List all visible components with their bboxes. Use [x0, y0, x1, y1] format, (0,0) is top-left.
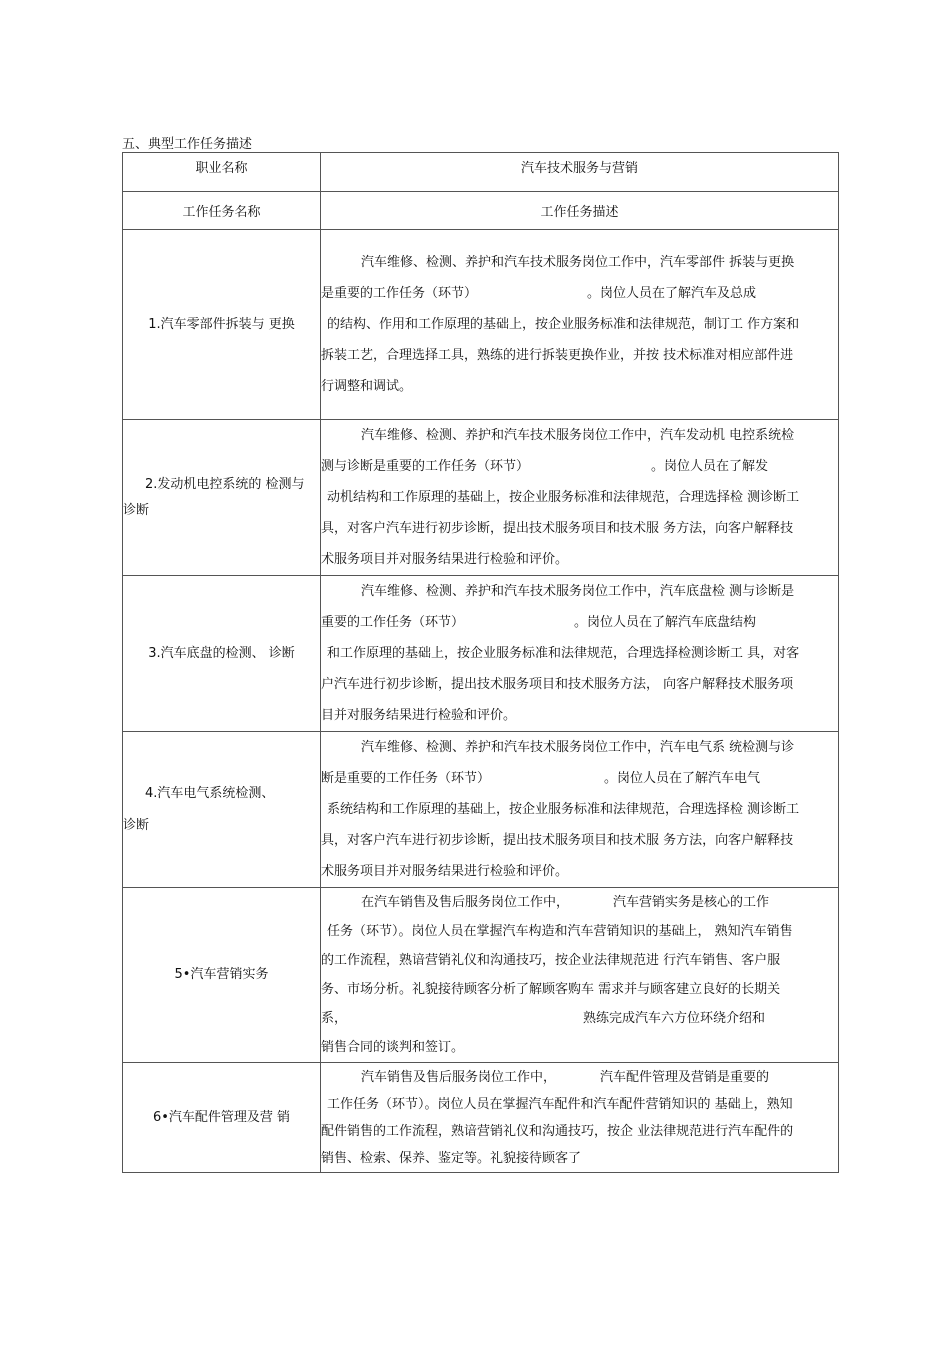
desc-fragment: 。岗位人员在了解汽车及总成: [587, 286, 757, 301]
desc-line: [321, 763, 838, 794]
desc-line: 销售、检索、保养、鉴定等。礼貌接待顾客了: [321, 1150, 582, 1166]
table-row: [123, 732, 839, 888]
task-name: 3.汽车底盘的检测、 诊断: [148, 645, 295, 661]
header-row-columns: [123, 192, 839, 230]
desc-line: 具，对客户汽车进行初步诊断，提出技术服务项目和技术服 务方法，向客户解释技: [321, 833, 794, 848]
task-name: 1.汽车零部件拆装与 更换: [148, 316, 295, 332]
desc-line: 销售合同的谈判和签订。: [321, 1040, 465, 1055]
task-name-cell: [123, 732, 321, 888]
task-name: 5•汽车营销实务: [174, 967, 269, 982]
desc-line: 任务（环节）。岗位人员在掌握汽车构造和汽车营销知识的基础上， 熟知汽车销售: [327, 924, 793, 939]
task-name-header-label: 工作任务名称: [182, 205, 261, 220]
desc-fragment: 重要的工作任务（环节）: [321, 615, 465, 630]
task-desc-cell: [321, 1063, 839, 1173]
desc-fragment: 是重要的工作任务（环节）: [321, 286, 478, 301]
desc-fragment: 汽车配件管理及营销是重要的: [600, 1069, 770, 1085]
task-description: [321, 576, 838, 731]
desc-line: 务、市场分析。礼貌接待顾客分析了解顾客购车 需求并与顾客建立良好的长期关: [321, 982, 781, 997]
desc-fragment: 测与诊断是重要的工作任务（环节）: [321, 459, 530, 474]
task-desc-cell: [321, 888, 839, 1063]
desc-line: [321, 1064, 838, 1091]
desc-fragment: 汽车营销实务是核心的工作: [613, 895, 770, 910]
desc-line: 行调整和调试。: [321, 379, 413, 394]
desc-line: 术服务项目并对服务结果进行检验和评价。: [321, 864, 569, 879]
task-description: [321, 1064, 838, 1172]
desc-line: 具，对客户汽车进行初步诊断，提出技术服务项目和技术服 务方法，向客户解释技: [321, 521, 794, 536]
desc-line: [321, 607, 838, 638]
task-name-line: 诊断: [123, 817, 150, 833]
task-desc-header: [321, 192, 839, 230]
occupation-value-cell: [321, 153, 839, 192]
task-desc-header-label: 工作任务描述: [540, 205, 619, 220]
desc-line: 户汽车进行初步诊断，提出技术服务项目和技术服务方法， 向客户解释技术服务项: [321, 677, 794, 692]
task-name-line: 2.发动机电控系统的 检测与: [145, 476, 305, 492]
task-description: [321, 732, 838, 887]
task-name-line: 4.汽车电气系统检测、: [145, 785, 275, 801]
task-name: 6•汽车配件管理及营 销: [152, 1109, 291, 1125]
desc-fragment: 熟练完成汽车六方位环绕介绍和: [583, 1011, 766, 1026]
table-row: [123, 230, 839, 420]
desc-fragment: 在汽车销售及售后服务岗位工作中，: [361, 895, 570, 910]
desc-line: [321, 888, 838, 917]
desc-line: 拆装工艺，合理选择工具，熟练的进行拆装更换作业，并按 技术标准对相应部件进: [321, 348, 794, 363]
task-name-line: 诊断: [123, 502, 150, 518]
task-name-cell: [123, 230, 321, 420]
task-name-cell: [123, 888, 321, 1063]
task-desc-cell: [321, 230, 839, 420]
header-row-occupation: [123, 153, 839, 192]
task-desc-cell: [321, 732, 839, 888]
desc-fragment: 断是重要的工作任务（环节）: [321, 771, 491, 786]
desc-line: 系统结构和工作原理的基础上，按企业服务标准和法律规范，合理选择检 测诊断工: [327, 802, 800, 817]
task-desc-cell: [321, 420, 839, 576]
desc-line: [321, 278, 838, 309]
table-row: [123, 420, 839, 576]
desc-line: [321, 1004, 838, 1033]
desc-fragment: 。岗位人员在了解汽车电气: [604, 771, 761, 786]
desc-line: 动机结构和工作原理的基础上，按企业服务标准和法律规范，合理选择检 测诊断工: [327, 490, 800, 505]
desc-line: 汽车维修、检测、养护和汽车技术服务岗位工作中，汽车零部件 拆装与更换: [361, 255, 795, 270]
desc-line: 汽车维修、检测、养护和汽车技术服务岗位工作中，汽车电气系 统检测与诊: [361, 740, 795, 755]
occupation-value: 汽车技术服务与营销: [520, 160, 638, 176]
task-name-header: [123, 192, 321, 230]
desc-line: 汽车维修、检测、养护和汽车技术服务岗位工作中，汽车发动机 电控系统检: [361, 428, 795, 443]
desc-line: 的结构、作用和工作原理的基础上，按企业服务标准和法律规范，制订工 作方案和: [327, 317, 800, 332]
table-row: [123, 888, 839, 1063]
task-description: [321, 888, 838, 1062]
task-description-table: [122, 152, 839, 1173]
desc-line: [321, 451, 838, 482]
desc-line: 术服务项目并对服务结果进行检验和评价。: [321, 552, 569, 567]
desc-line: 目并对服务结果进行检验和评价。: [321, 708, 517, 723]
section-title: 五、典型工作任务描述: [122, 137, 253, 152]
task-name-cell: [123, 420, 321, 576]
task-description: [321, 420, 838, 575]
occupation-label: 职业名称: [195, 160, 248, 176]
desc-line: 配件销售的工作流程，熟谙营销礼仪和沟通技巧，按企 业法律规范进行汽车配件的: [321, 1123, 794, 1139]
task-name: [123, 472, 320, 524]
desc-fragment: 系，: [321, 1011, 348, 1026]
desc-line: 的工作流程，熟谙营销礼仪和沟通技巧，按企业法律规范进 行汽车销售、客户服: [321, 953, 781, 968]
task-name-cell: [123, 1063, 321, 1173]
desc-fragment: 。岗位人员在了解汽车底盘结构: [574, 615, 757, 630]
desc-line: 工作任务（环节）。岗位人员在掌握汽车配件和汽车配件营销知识的 基础上，熟知: [327, 1096, 793, 1112]
desc-line: 汽车维修、检测、养护和汽车技术服务岗位工作中，汽车底盘检 测与诊断是: [361, 584, 795, 599]
task-description: [321, 247, 838, 402]
desc-fragment: 。岗位人员在了解发: [651, 459, 769, 474]
occupation-label-cell: [123, 153, 321, 192]
task-name-cell: [123, 576, 321, 732]
table-row: [123, 576, 839, 732]
task-name: [123, 778, 320, 842]
desc-fragment: 汽车销售及售后服务岗位工作中，: [361, 1069, 557, 1085]
desc-line: 和工作原理的基础上，按企业服务标准和法律规范，合理选择检测诊断工 具，对客: [327, 646, 800, 661]
task-desc-cell: [321, 576, 839, 732]
table-row: [123, 1063, 839, 1173]
